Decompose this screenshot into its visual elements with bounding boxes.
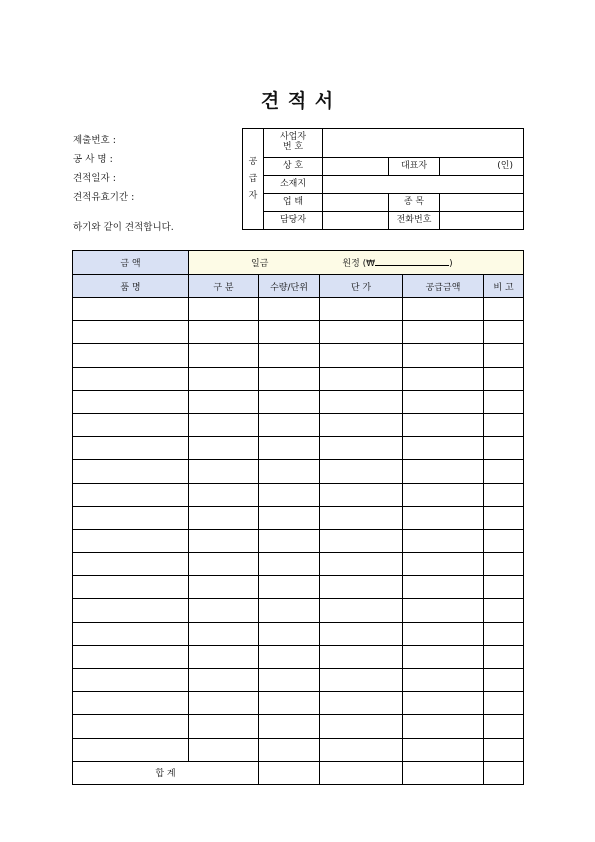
table-cell[interactable] bbox=[189, 506, 259, 529]
table-cell[interactable] bbox=[73, 321, 189, 344]
amount-close: ) bbox=[449, 259, 453, 269]
table-cell[interactable] bbox=[259, 553, 320, 576]
table-row bbox=[73, 645, 524, 668]
table-cell[interactable] bbox=[484, 645, 524, 668]
table-cell[interactable] bbox=[403, 576, 484, 599]
project-name-label: 공 사 명 : bbox=[73, 154, 113, 165]
table-row bbox=[73, 321, 524, 344]
total-row bbox=[73, 761, 524, 784]
phone-label: 전화번호 bbox=[389, 212, 440, 230]
table-cell[interactable] bbox=[403, 437, 484, 460]
table-cell[interactable] bbox=[259, 460, 320, 483]
table-row bbox=[73, 437, 524, 460]
table-cell[interactable] bbox=[259, 298, 320, 321]
table-cell[interactable] bbox=[73, 367, 189, 390]
table-cell[interactable] bbox=[403, 529, 484, 552]
table-cell[interactable] bbox=[484, 553, 524, 576]
business-type-label: 업 태 bbox=[264, 194, 323, 212]
table-cell[interactable] bbox=[484, 692, 524, 715]
table-cell[interactable] bbox=[484, 483, 524, 506]
table-cell[interactable] bbox=[484, 738, 524, 761]
valid-period-label: 견적유효기간 : bbox=[73, 192, 135, 203]
table-cell[interactable] bbox=[403, 599, 484, 622]
header-row bbox=[73, 275, 524, 298]
table-cell[interactable] bbox=[484, 622, 524, 645]
table-cell[interactable] bbox=[320, 367, 403, 390]
table-cell[interactable] bbox=[259, 669, 320, 692]
table-cell[interactable] bbox=[73, 483, 189, 506]
total-cell[interactable] bbox=[259, 761, 320, 784]
table-row bbox=[73, 576, 524, 599]
table-cell[interactable] bbox=[484, 506, 524, 529]
table-cell[interactable] bbox=[189, 692, 259, 715]
table-cell[interactable] bbox=[259, 344, 320, 367]
representative-field[interactable] bbox=[440, 158, 524, 176]
business-item-label: 종 목 bbox=[389, 194, 440, 212]
table-row bbox=[73, 692, 524, 715]
table-row bbox=[73, 460, 524, 483]
table-cell[interactable] bbox=[484, 529, 524, 552]
company-name-label: 상 호 bbox=[264, 158, 323, 176]
company-name-field[interactable] bbox=[323, 158, 389, 176]
table-row bbox=[73, 390, 524, 413]
amount-field[interactable] bbox=[189, 251, 524, 275]
table-cell[interactable] bbox=[189, 483, 259, 506]
header-remarks: 비 고 bbox=[484, 275, 524, 298]
table-cell[interactable] bbox=[320, 321, 403, 344]
table-cell[interactable] bbox=[73, 553, 189, 576]
table-cell[interactable] bbox=[189, 599, 259, 622]
table-cell[interactable] bbox=[259, 645, 320, 668]
table-cell[interactable] bbox=[189, 344, 259, 367]
table-cell[interactable] bbox=[403, 298, 484, 321]
table-cell[interactable] bbox=[320, 576, 403, 599]
table-cell[interactable] bbox=[189, 413, 259, 436]
business-number-field[interactable] bbox=[323, 129, 524, 158]
table-row bbox=[73, 367, 524, 390]
table-cell[interactable] bbox=[403, 622, 484, 645]
table-cell[interactable] bbox=[189, 576, 259, 599]
address-field[interactable] bbox=[323, 176, 524, 194]
table-cell[interactable] bbox=[73, 669, 189, 692]
table-row bbox=[73, 506, 524, 529]
supplier-side-label: 공 급 자 bbox=[243, 129, 264, 230]
amount-label: 금 액 bbox=[73, 251, 189, 275]
seal-mark: (인) bbox=[497, 160, 514, 171]
table-cell[interactable] bbox=[259, 599, 320, 622]
table-cell[interactable] bbox=[259, 738, 320, 761]
table-row bbox=[73, 413, 524, 436]
table-cell[interactable] bbox=[73, 390, 189, 413]
table-cell[interactable] bbox=[259, 390, 320, 413]
table-row bbox=[73, 669, 524, 692]
total-cell[interactable] bbox=[484, 761, 524, 784]
table-cell[interactable] bbox=[320, 483, 403, 506]
table-cell[interactable] bbox=[189, 321, 259, 344]
table-cell[interactable] bbox=[73, 506, 189, 529]
estimate-table bbox=[72, 250, 524, 785]
table-cell[interactable] bbox=[484, 367, 524, 390]
table-cell[interactable] bbox=[320, 413, 403, 436]
table-row bbox=[73, 344, 524, 367]
table-row bbox=[73, 599, 524, 622]
table-cell[interactable] bbox=[403, 692, 484, 715]
table-cell[interactable] bbox=[320, 669, 403, 692]
table-cell[interactable] bbox=[320, 715, 403, 738]
contact-person-label: 담당자 bbox=[264, 212, 323, 230]
address-label: 소재지 bbox=[264, 176, 323, 194]
table-cell[interactable] bbox=[73, 413, 189, 436]
table-cell[interactable] bbox=[189, 645, 259, 668]
total-cell[interactable] bbox=[320, 761, 403, 784]
table-cell[interactable] bbox=[259, 715, 320, 738]
table-cell[interactable] bbox=[320, 390, 403, 413]
table-cell[interactable] bbox=[484, 669, 524, 692]
table-cell[interactable] bbox=[259, 413, 320, 436]
header-supply-amount: 공급금액 bbox=[403, 275, 484, 298]
table-cell[interactable] bbox=[403, 413, 484, 436]
table-cell[interactable] bbox=[403, 738, 484, 761]
table-cell[interactable] bbox=[403, 553, 484, 576]
table-row bbox=[73, 715, 524, 738]
table-cell[interactable] bbox=[73, 692, 189, 715]
table-cell[interactable] bbox=[73, 599, 189, 622]
table-cell[interactable] bbox=[259, 367, 320, 390]
table-cell[interactable] bbox=[403, 506, 484, 529]
table-cell[interactable] bbox=[73, 576, 189, 599]
table-cell[interactable] bbox=[189, 367, 259, 390]
header-item-name: 품 명 bbox=[73, 275, 189, 298]
table-row bbox=[73, 553, 524, 576]
table-cell[interactable] bbox=[320, 298, 403, 321]
business-type-field[interactable] bbox=[323, 194, 389, 212]
header-category: 구 분 bbox=[189, 275, 259, 298]
table-cell[interactable] bbox=[403, 460, 484, 483]
table-cell[interactable] bbox=[484, 437, 524, 460]
table-cell[interactable] bbox=[259, 622, 320, 645]
table-cell[interactable] bbox=[484, 715, 524, 738]
estimate-date-label: 견적일자 : bbox=[73, 173, 116, 184]
submit-number-label: 제출번호 : bbox=[73, 135, 116, 146]
business-item-field[interactable] bbox=[440, 194, 524, 212]
table-cell[interactable] bbox=[320, 599, 403, 622]
table-cell[interactable] bbox=[320, 529, 403, 552]
table-cell[interactable] bbox=[259, 437, 320, 460]
table-cell[interactable] bbox=[73, 437, 189, 460]
table-cell[interactable] bbox=[189, 460, 259, 483]
table-cell[interactable] bbox=[189, 715, 259, 738]
header-quantity-unit: 수량/단위 bbox=[259, 275, 320, 298]
table-row bbox=[73, 738, 524, 761]
representative-label: 대표자 bbox=[389, 158, 440, 176]
phone-field[interactable] bbox=[440, 212, 524, 230]
table-cell[interactable] bbox=[484, 321, 524, 344]
table-cell[interactable] bbox=[189, 553, 259, 576]
table-cell[interactable] bbox=[403, 321, 484, 344]
table-cell[interactable] bbox=[403, 390, 484, 413]
supplier-box bbox=[242, 128, 524, 230]
table-cell[interactable] bbox=[189, 298, 259, 321]
table-cell[interactable] bbox=[403, 669, 484, 692]
total-label: 합 계 bbox=[73, 761, 259, 784]
total-cell[interactable] bbox=[403, 761, 484, 784]
amount-row bbox=[73, 251, 524, 275]
table-cell[interactable] bbox=[484, 344, 524, 367]
amount-won-label: 원정 (₩ bbox=[342, 259, 376, 269]
contact-person-field[interactable] bbox=[323, 212, 389, 230]
table-cell[interactable] bbox=[484, 390, 524, 413]
table-row bbox=[73, 483, 524, 506]
table-cell[interactable] bbox=[73, 298, 189, 321]
document-title: 견 적 서 bbox=[260, 90, 335, 112]
declaration-text: 하기와 같이 견적합니다. bbox=[73, 222, 174, 233]
table-row bbox=[73, 622, 524, 645]
table-cell[interactable] bbox=[403, 483, 484, 506]
table-cell[interactable] bbox=[320, 738, 403, 761]
header-unit-price: 단 가 bbox=[320, 275, 403, 298]
table-cell[interactable] bbox=[73, 645, 189, 668]
table-cell[interactable] bbox=[73, 738, 189, 761]
table-cell[interactable] bbox=[259, 576, 320, 599]
table-cell[interactable] bbox=[73, 344, 189, 367]
table-cell[interactable] bbox=[259, 529, 320, 552]
table-cell[interactable] bbox=[320, 437, 403, 460]
table-cell[interactable] bbox=[259, 321, 320, 344]
table-cell[interactable] bbox=[73, 460, 189, 483]
table-cell[interactable] bbox=[403, 344, 484, 367]
table-cell[interactable] bbox=[320, 344, 403, 367]
table-cell[interactable] bbox=[189, 669, 259, 692]
table-cell[interactable] bbox=[484, 460, 524, 483]
table-cell[interactable] bbox=[484, 298, 524, 321]
table-cell[interactable] bbox=[320, 506, 403, 529]
table-cell[interactable] bbox=[403, 645, 484, 668]
table-cell[interactable] bbox=[189, 390, 259, 413]
table-cell[interactable] bbox=[189, 437, 259, 460]
table-cell[interactable] bbox=[320, 553, 403, 576]
table-cell[interactable] bbox=[259, 692, 320, 715]
amount-blank-line bbox=[375, 256, 449, 266]
business-number-label: 사업자 번 호 bbox=[264, 129, 323, 158]
table-cell[interactable] bbox=[484, 599, 524, 622]
table-cell[interactable] bbox=[189, 529, 259, 552]
table-cell[interactable] bbox=[259, 506, 320, 529]
table-cell[interactable] bbox=[320, 622, 403, 645]
table-cell[interactable] bbox=[320, 692, 403, 715]
table-cell[interactable] bbox=[320, 645, 403, 668]
table-cell[interactable] bbox=[73, 622, 189, 645]
table-cell[interactable] bbox=[484, 576, 524, 599]
table-cell[interactable] bbox=[403, 367, 484, 390]
table-cell[interactable] bbox=[484, 413, 524, 436]
table-cell[interactable] bbox=[73, 529, 189, 552]
table-cell[interactable] bbox=[189, 622, 259, 645]
table-row bbox=[73, 298, 524, 321]
table-cell[interactable] bbox=[73, 715, 189, 738]
table-cell[interactable] bbox=[320, 460, 403, 483]
table-cell[interactable] bbox=[259, 483, 320, 506]
amount-prefix: 일금 bbox=[251, 259, 269, 269]
table-cell[interactable] bbox=[189, 738, 259, 761]
table-cell[interactable] bbox=[403, 715, 484, 738]
table-row bbox=[73, 529, 524, 552]
